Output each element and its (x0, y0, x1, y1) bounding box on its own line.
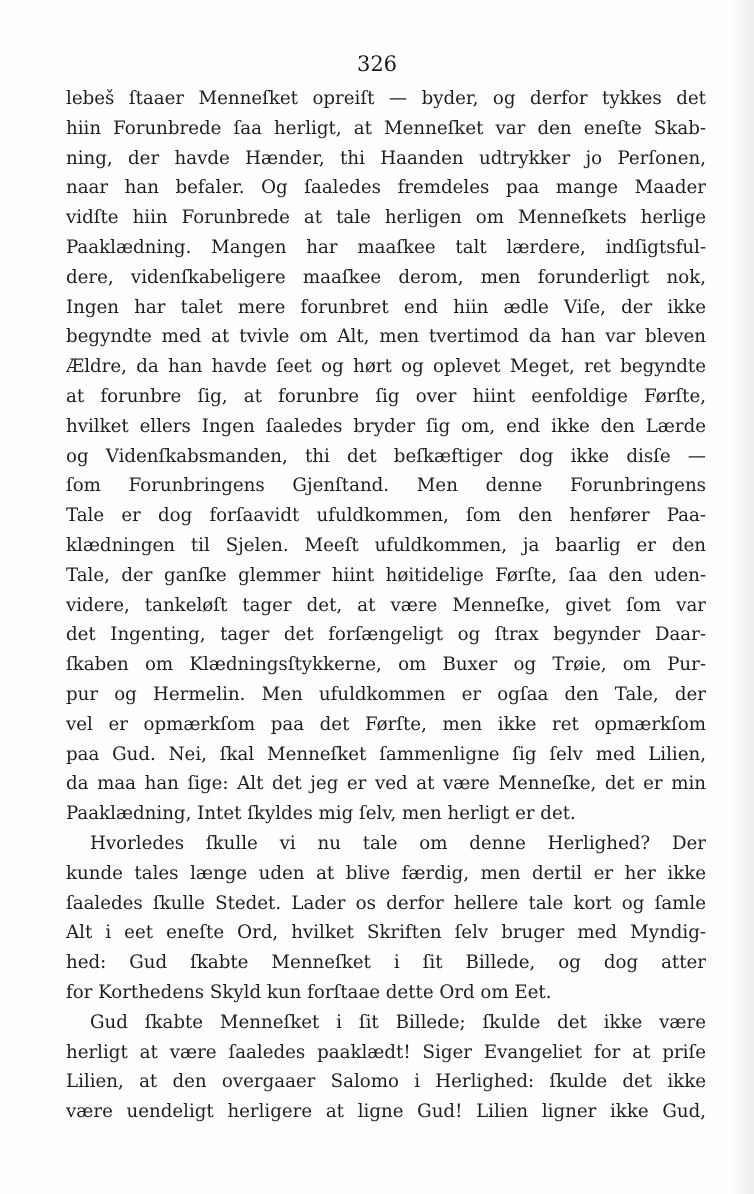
text-line: vel er opmærkſom paa det Førſte, men ikke ret opmærkſom (66, 713, 706, 735)
page-number: 326 (356, 52, 398, 76)
text-line: ning, der havde Hænder, thi Haanden udtrykker jo Perſonen, (66, 147, 706, 169)
text-line: at forunbre ſig, at forunbre ſig over hiint eenfoldige Førſte, (66, 385, 706, 407)
body-text (66, 84, 706, 1127)
text-line: paa Gud. Nei, ſkal Menneſket ſammenligne ſig ſelv med Lilien, (66, 743, 706, 765)
text-line: da maa han ſige: Alt det jeg er ved at være Menneſke, det er min (66, 773, 706, 795)
text-line: dere, videnſkabeligere maaſkee derom, men forunderligt nok, (66, 266, 706, 288)
text-line: Paaklædning, Intet ſkyldes mig ſelv, men herligt er det. (66, 803, 576, 825)
text-line: Gud ſkabte Menneſket i ſit Billede; ſkulde det ikke være (90, 1011, 706, 1033)
text-line: naar han befaler. Og ſaaledes fremdeles paa mange Maader (66, 177, 706, 199)
text-line: vidſte hiin Forunbrede at tale herligen om Menneſkets herlige (66, 207, 706, 229)
text-line: klædningen til Sjelen. Meeſt ufuldkommen, ja baarlig er den (66, 534, 706, 556)
text-line: kunde tales længe uden at blive færdig, men dertil er her ikke (66, 862, 706, 884)
text-line: hed: Gud ſkabte Menneſket i ſit Billede, og dog atter (66, 952, 706, 974)
text-line: Tale, der ganſke glemmer hiint høitidelige Førſte, ſaa den uden- (66, 564, 706, 586)
text-line: ſaaledes ſkulle Stedet. Lader os derfor hellere tale kort og ſamle (66, 892, 706, 914)
text-line: og Videnſkabsmanden, thi det beſkæftiger dog ikke disſe — (66, 445, 706, 467)
text-line: for Korthedens Skyld kun forſtaae dette Ord om Eet. (66, 981, 552, 1003)
text-line: Ingen har talet mere forunbret end hiin ædle Viſe, der ikke (66, 296, 706, 318)
text-line: begyndte med at tvivle om Alt, men tvertimod da han var bleven (66, 326, 706, 348)
text-line: Lilien, at den overgaaer Salomo i Herlighed: ſkulde det ikke (66, 1071, 706, 1093)
page-edge-shadow (730, 0, 754, 1194)
text-line: videre, tankeløſt tager det, at være Menneſke, givet ſom var (66, 594, 706, 616)
text-line: Hvorledes ſkulle vi nu tale om denne Herlighed? Der (90, 832, 706, 854)
text-line: Alt i eet eneſte Ord, hvilket Skriften ſelv bruger med Myndig- (66, 922, 706, 944)
text-line: det Ingenting, tager det forſængeligt og ſtrax begynder Daar- (66, 624, 706, 646)
text-line: hiin Forunbrede ſaa herligt, at Menneſket var den eneſte Skab- (66, 117, 706, 139)
text-line: herligt at være ſaaledes paaklædt! Siger Evangeliet for at priſe (66, 1041, 706, 1063)
text-line: ſom Forunbringens Gjenſtand. Men denne Forunbringens (66, 475, 706, 497)
text-line: Paaklædning. Mangen har maaſkee talt lærdere, indſigtsful- (66, 236, 706, 258)
text-line: lebeš ſtaaer Menneſket opreiſt — byder, og derfor tykkes det (66, 88, 706, 109)
text-line: hvilket ellers Ingen ſaaledes bryder ſig om, end ikke den Lærde (66, 415, 706, 437)
text-line: pur og Hermelin. Men ufuldkommen er ogſaa den Tale, der (66, 683, 706, 705)
text-line: Ældre, da han havde ſeet og hørt og oplevet Meget, ret begyndte (66, 356, 706, 378)
text-line: være uendeligt herligere at ligne Gud! Lilien ligner ikke Gud, (66, 1101, 706, 1123)
text-line: Tale er dog forſaavidt ufuldkommen, ſom den henfører Paa- (66, 505, 706, 527)
text-line: ſkaben om Klædningsſtykkerne, om Buxer og Trøie, om Pur- (66, 654, 706, 676)
